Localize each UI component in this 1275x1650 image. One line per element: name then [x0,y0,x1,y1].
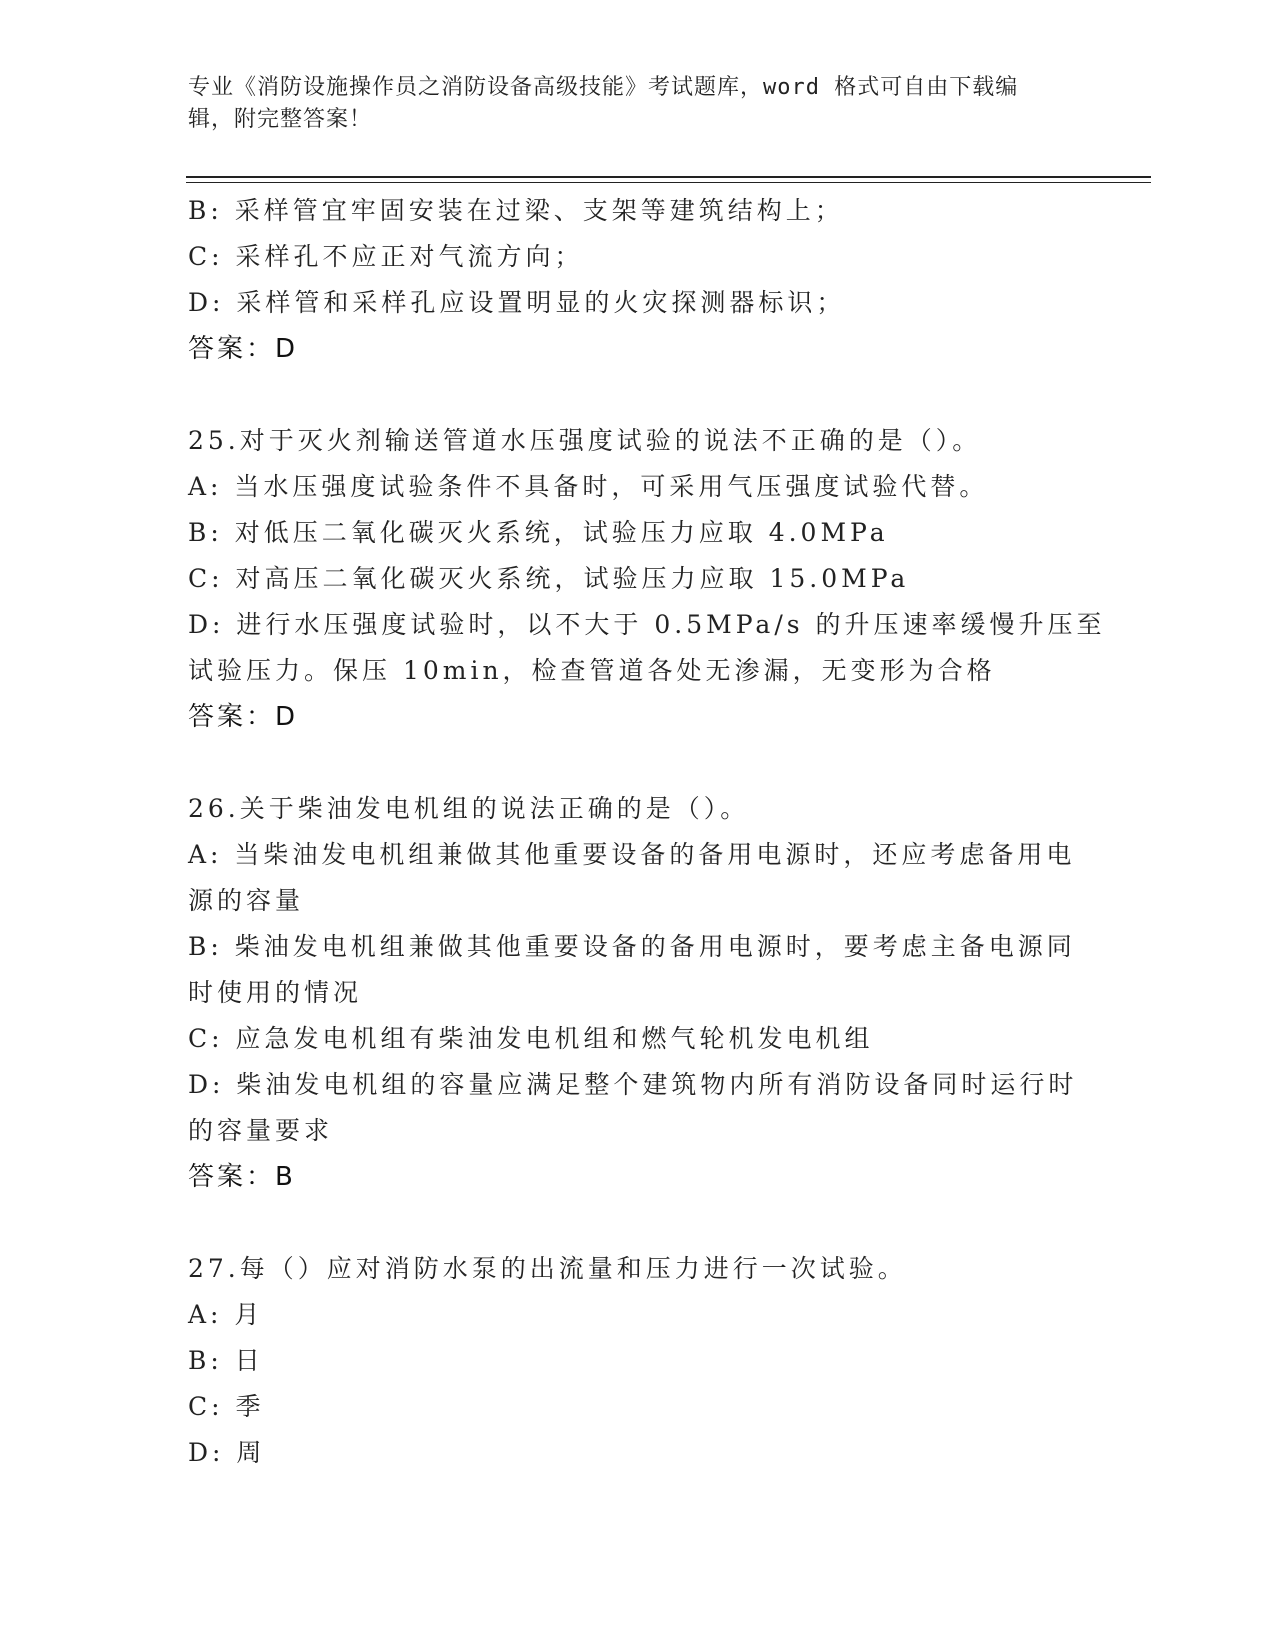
question-24-tail [188,188,1088,372]
q25-option-c: C: 对高压二氧化碳灭火系统，试验压力应取 15.0MPa [188,564,910,593]
q27-option-c: C: 季 [188,1392,265,1421]
header-divider-thin [186,182,1151,183]
header-line-2: 辑，附完整答案！ [188,107,373,132]
question-27 [188,1246,1088,1476]
q25-option-a: A: 当水压强度试验条件不具备时，可采用气压强度试验代替。 [188,472,989,501]
q25-answer: 答案：D [188,702,299,732]
q25-stem: 25.对于灭火剂输送管道水压强度试验的说法不正确的是（）。 [188,426,982,455]
q26-option-d-line-2: 的容量要求 [188,1116,334,1145]
spacer [188,740,1088,786]
q24-option-b: B: 采样管宜牢固安装在过梁、支架等建筑结构上； [188,196,844,225]
question-25 [188,418,1106,740]
q26-option-a-line-1: A: 当柴油发电机组兼做其他重要设备的备用电源时，还应考虑备用电 [188,840,1076,869]
q26-option-d-line-1: D: 柴油发电机组的容量应满足整个建筑物内所有消防设备同时运行时 [188,1070,1078,1099]
q24-option-c: C: 采样孔不应正对气流方向； [188,242,584,271]
q24-option-d: D: 采样管和采样孔应设置明显的火灾探测器标识； [188,288,846,317]
header-line-1: 专业《消防设施操作员之消防设备高级技能》考试题库，word 格式可自由下载编 [188,75,1019,100]
q26-option-b-line-1: B: 柴油发电机组兼做其他重要设备的备用电源时，要考虑主备电源同 [188,932,1076,961]
q27-option-d: D: 周 [188,1438,266,1467]
q26-option-b-line-2: 时使用的情况 [188,978,363,1007]
q25-option-d-line-2: 试验压力。保压 10min，检查管道各处无渗漏，无变形为合格 [188,656,996,685]
q27-stem: 27.每（）应对消防水泵的出流量和压力进行一次试验。 [188,1254,907,1283]
question-content [188,188,1106,1476]
q24-answer: 答案：D [188,334,299,364]
header-divider-thick [186,176,1151,178]
q27-option-a: A: 月 [188,1300,264,1329]
spacer [188,372,1088,418]
q25-option-b: B: 对低压二氧化碳灭火系统，试验压力应取 4.0MPa [188,518,889,547]
q26-stem: 26.关于柴油发电机组的说法正确的是（）。 [188,794,750,823]
document-header [188,72,1068,136]
spacer [188,1200,1088,1246]
q27-option-b: B: 日 [188,1346,264,1375]
q26-answer: 答案：B [188,1162,296,1192]
q26-option-a-line-2: 源的容量 [188,886,305,915]
question-26 [188,786,1088,1200]
q25-option-d-line-1: D: 进行水压强度试验时，以不大于 0.5MPa/s 的升压速率缓慢升压至 [188,610,1106,639]
q26-option-c: C: 应急发电机组有柴油发电机组和燃气轮机发电机组 [188,1024,874,1053]
